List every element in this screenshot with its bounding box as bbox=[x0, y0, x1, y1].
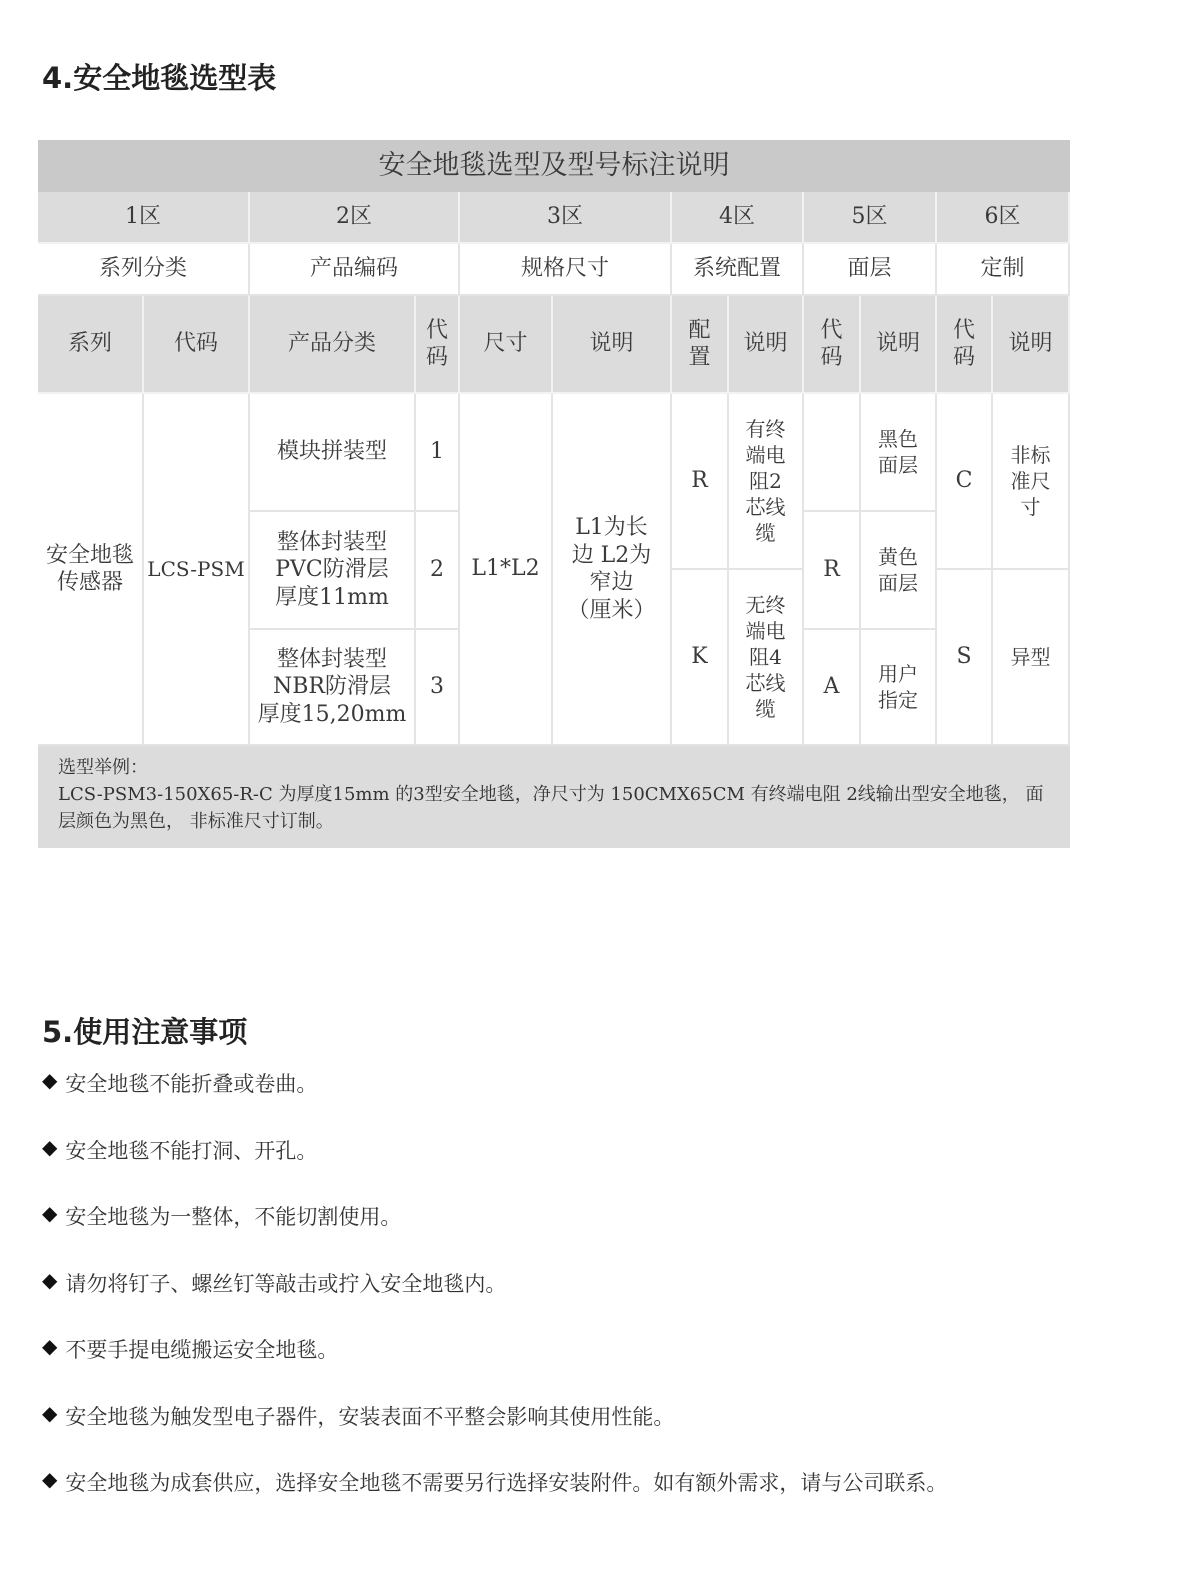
selection-example bbox=[38, 746, 1070, 848]
product-code-2: 2 bbox=[416, 512, 460, 630]
surface-desc-2: 黄色 面层 bbox=[861, 512, 937, 630]
surface-desc-1: 黑色 面层 bbox=[861, 394, 937, 512]
config-code-1: R bbox=[672, 394, 729, 570]
list-item bbox=[42, 1268, 947, 1335]
header-surface-code: 代 码 bbox=[804, 296, 861, 394]
note-text: 安全地毯不能打洞、开孔。 bbox=[65, 1138, 318, 1163]
header-custom-desc: 说明 bbox=[993, 296, 1070, 394]
custom-desc-2: 异型 bbox=[993, 570, 1070, 746]
surface-code-3: A bbox=[804, 630, 861, 746]
zone-3: 3区 bbox=[460, 192, 672, 244]
diamond-bullet-icon: ◆ bbox=[42, 1334, 58, 1358]
product-code-1: 1 bbox=[416, 394, 460, 512]
config-desc-2: 无终 端电 阻4 芯线 缆 bbox=[729, 570, 804, 746]
surface-code-1 bbox=[804, 394, 861, 512]
note-text: 请勿将钉子、螺丝钉等敲击或拧入安全地毯内。 bbox=[65, 1271, 507, 1296]
usage-notes-list bbox=[42, 1068, 947, 1534]
list-item bbox=[42, 1401, 947, 1468]
surface-desc-3: 用户 指定 bbox=[861, 630, 937, 746]
diamond-bullet-icon: ◆ bbox=[42, 1134, 58, 1159]
header-config: 配 置 bbox=[672, 296, 729, 394]
zone-6: 6区 bbox=[937, 192, 1070, 244]
config-code-2: K bbox=[672, 570, 729, 746]
size-desc-cell: L1为长 边 L2为 窄边 （厘米） bbox=[553, 394, 672, 746]
list-item bbox=[42, 1201, 947, 1268]
zone-5: 5区 bbox=[804, 192, 937, 244]
series-cell: 安全地毯 传感器 bbox=[38, 394, 144, 746]
section-5-title: 5.使用注意事项 bbox=[42, 1015, 248, 1049]
diamond-bullet-icon: ◆ bbox=[42, 1267, 58, 1292]
product-type-1: 模块拼装型 bbox=[250, 394, 416, 512]
note-text: 安全地毯不能折叠或卷曲。 bbox=[65, 1072, 318, 1096]
selection-table bbox=[38, 140, 1070, 848]
header-code: 代码 bbox=[144, 296, 250, 394]
section-4-title: 4.安全地毯选型表 bbox=[42, 61, 277, 95]
category-3: 规格尺寸 bbox=[460, 244, 672, 296]
custom-desc-1: 非标 准尺 寸 bbox=[993, 394, 1070, 570]
custom-code-1: C bbox=[937, 394, 993, 570]
note-text: 安全地毯为触发型电子器件，安装表面不平整会影响其使用性能。 bbox=[65, 1404, 675, 1429]
note-text: 不要手提电缆搬运安全地毯。 bbox=[65, 1338, 339, 1362]
header-series: 系列 bbox=[38, 296, 144, 394]
series-code-cell: LCS-PSM bbox=[144, 394, 250, 746]
zone-1: 1区 bbox=[38, 192, 250, 244]
note-text: 安全地毯为一整体，不能切割使用。 bbox=[65, 1205, 402, 1229]
header-product-type: 产品分类 bbox=[250, 296, 416, 394]
header-product-code: 代 码 bbox=[416, 296, 460, 394]
product-type-2: 整体封装型 PVC防滑层 厚度11mm bbox=[250, 512, 416, 630]
example-label: 选型举例： bbox=[58, 757, 148, 778]
header-custom-code: 代 码 bbox=[937, 296, 993, 394]
note-text: 安全地毯为成套供应，选择安全地毯不需要另行选择安装附件。如有额外需求，请与公司联系。 bbox=[65, 1471, 948, 1495]
header-size-desc: 说明 bbox=[553, 296, 672, 394]
zone-4: 4区 bbox=[672, 192, 804, 244]
list-item bbox=[42, 1068, 947, 1135]
table-title: 安全地毯选型及型号标注说明 bbox=[38, 140, 1070, 192]
header-size: 尺寸 bbox=[460, 296, 553, 394]
category-5: 面层 bbox=[804, 244, 937, 296]
diamond-bullet-icon: ◆ bbox=[42, 1068, 58, 1092]
header-surface-desc: 说明 bbox=[861, 296, 937, 394]
list-item bbox=[42, 1334, 947, 1401]
list-item bbox=[42, 1467, 947, 1534]
category-6: 定制 bbox=[937, 244, 1070, 296]
category-2: 产品编码 bbox=[250, 244, 460, 296]
header-config-desc: 说明 bbox=[729, 296, 804, 394]
category-4: 系统配置 bbox=[672, 244, 804, 296]
size-cell: L1*L2 bbox=[460, 394, 553, 746]
product-type-3: 整体封装型 NBR防滑层 厚度15,20mm bbox=[250, 630, 416, 746]
diamond-bullet-icon: ◆ bbox=[42, 1400, 58, 1425]
example-text: LCS-PSM3-150X65-R-C 为厚度15mm 的3型安全地毯，净尺寸为 150CMX65CM 有终端电阻 2线输出型安全地毯， 面层颜色为黑色， 非标准尺寸订制。 bbox=[58, 784, 1044, 832]
diamond-bullet-icon: ◆ bbox=[42, 1201, 58, 1225]
list-item bbox=[42, 1135, 947, 1202]
product-code-3: 3 bbox=[416, 630, 460, 746]
custom-code-2: S bbox=[937, 570, 993, 746]
category-1: 系列分类 bbox=[38, 244, 250, 296]
surface-code-2: R bbox=[804, 512, 861, 630]
zone-2: 2区 bbox=[250, 192, 460, 244]
config-desc-1: 有终 端电 阻2 芯线 缆 bbox=[729, 394, 804, 570]
diamond-bullet-icon: ◆ bbox=[42, 1467, 58, 1491]
